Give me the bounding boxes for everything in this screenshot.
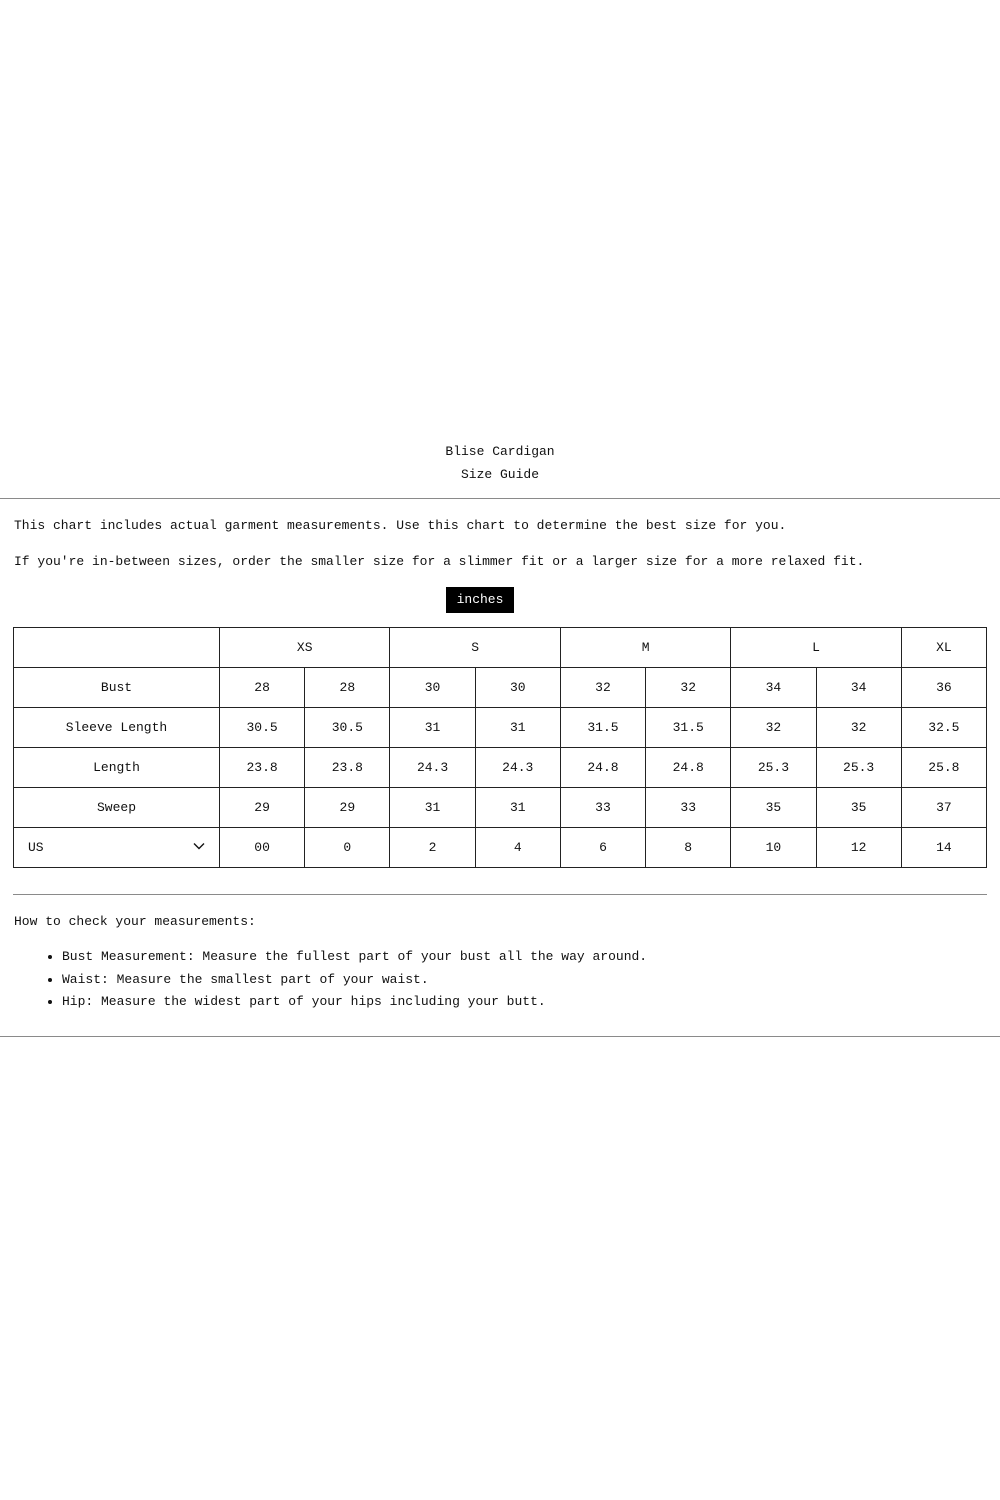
table-cell: 31.5 (560, 708, 645, 748)
size-header-xl: XL (901, 628, 986, 668)
table-cell: 31 (475, 788, 560, 828)
size-guide-header (0, 440, 1000, 486)
table-cell: 2 (390, 828, 475, 868)
table-row-region-sizes (14, 828, 987, 868)
size-header-xs: XS (220, 628, 390, 668)
table-cell: 33 (646, 788, 731, 828)
table-cell: 12 (816, 828, 901, 868)
table-cell: 30.5 (220, 708, 305, 748)
divider (0, 498, 1000, 499)
intro-text: This chart includes actual garment measurements. Use this chart to determine the best size for you. (14, 518, 787, 533)
row-label-length: Length (14, 748, 220, 788)
table-cell: 24.3 (390, 748, 475, 788)
table-cell: 32 (560, 668, 645, 708)
table-cell: 24.8 (560, 748, 645, 788)
corner-cell (14, 628, 220, 668)
row-label-sweep: Sweep (14, 788, 220, 828)
row-label-sleeve-length: Sleeve Length (14, 708, 220, 748)
table-cell: 24.3 (475, 748, 560, 788)
size-header-s: S (390, 628, 560, 668)
table-cell: 32 (731, 708, 816, 748)
page-title: Size Guide (460, 467, 539, 482)
table-cell: 4 (475, 828, 560, 868)
fit-advice-text: If you're in-between sizes, order the smaller size for a slimmer fit or a larger size for a more relaxed fit. (14, 554, 865, 569)
table-cell: 31 (390, 788, 475, 828)
list-item: • Waist: Measure the smallest part of your waist. (62, 969, 647, 992)
product-name: Blise Cardigan (445, 444, 555, 459)
table-cell: 32 (816, 708, 901, 748)
table-cell: 31.5 (646, 708, 731, 748)
table-cell: 10 (731, 828, 816, 868)
table-cell: 30 (475, 668, 560, 708)
divider (0, 1036, 1000, 1037)
size-header-m: M (560, 628, 730, 668)
table-cell: 0 (305, 828, 390, 868)
table-cell: 29 (220, 788, 305, 828)
table-cell: 25.3 (816, 748, 901, 788)
table-cell: 30 (390, 668, 475, 708)
table-cell: 28 (220, 668, 305, 708)
table-cell: 32 (646, 668, 731, 708)
table-cell: 31 (475, 708, 560, 748)
region-size-select[interactable] (14, 828, 220, 868)
region-select-value: US (28, 840, 44, 855)
table-cell: 35 (731, 788, 816, 828)
table-cell: 30.5 (305, 708, 390, 748)
table-cell: 32.5 (901, 708, 986, 748)
table-cell: 24.8 (646, 748, 731, 788)
table-row-bust (14, 668, 987, 708)
table-row-sleeve-length (14, 708, 987, 748)
size-header-row (14, 628, 987, 668)
table-cell: 35 (816, 788, 901, 828)
table-cell: 28 (305, 668, 390, 708)
table-row-length (14, 748, 987, 788)
table-cell: 25.3 (731, 748, 816, 788)
chevron-down-icon (193, 840, 205, 852)
table-cell: 34 (816, 668, 901, 708)
size-chart-table (13, 627, 987, 868)
table-cell: 23.8 (220, 748, 305, 788)
size-header-l: L (731, 628, 901, 668)
table-cell: 36 (901, 668, 986, 708)
table-cell: 33 (560, 788, 645, 828)
table-cell: 8 (646, 828, 731, 868)
table-row-sweep (14, 788, 987, 828)
measurement-guide-title: How to check your measurements: (14, 914, 256, 929)
table-cell: 31 (390, 708, 475, 748)
table-cell: 14 (901, 828, 986, 868)
measurement-tips-list (14, 946, 647, 1014)
table-cell: 25.8 (901, 748, 986, 788)
table-cell: 23.8 (305, 748, 390, 788)
unit-toggle-button[interactable]: inches (446, 587, 514, 613)
table-cell: 6 (560, 828, 645, 868)
list-item: • Bust Measurement: Measure the fullest part of your bust all the way around. (62, 946, 647, 969)
table-cell: 00 (220, 828, 305, 868)
table-cell: 29 (305, 788, 390, 828)
divider (13, 894, 987, 895)
table-cell: 34 (731, 668, 816, 708)
row-label-bust: Bust (14, 668, 220, 708)
list-item: • Hip: Measure the widest part of your hips including your butt. (62, 991, 647, 1014)
table-cell: 37 (901, 788, 986, 828)
